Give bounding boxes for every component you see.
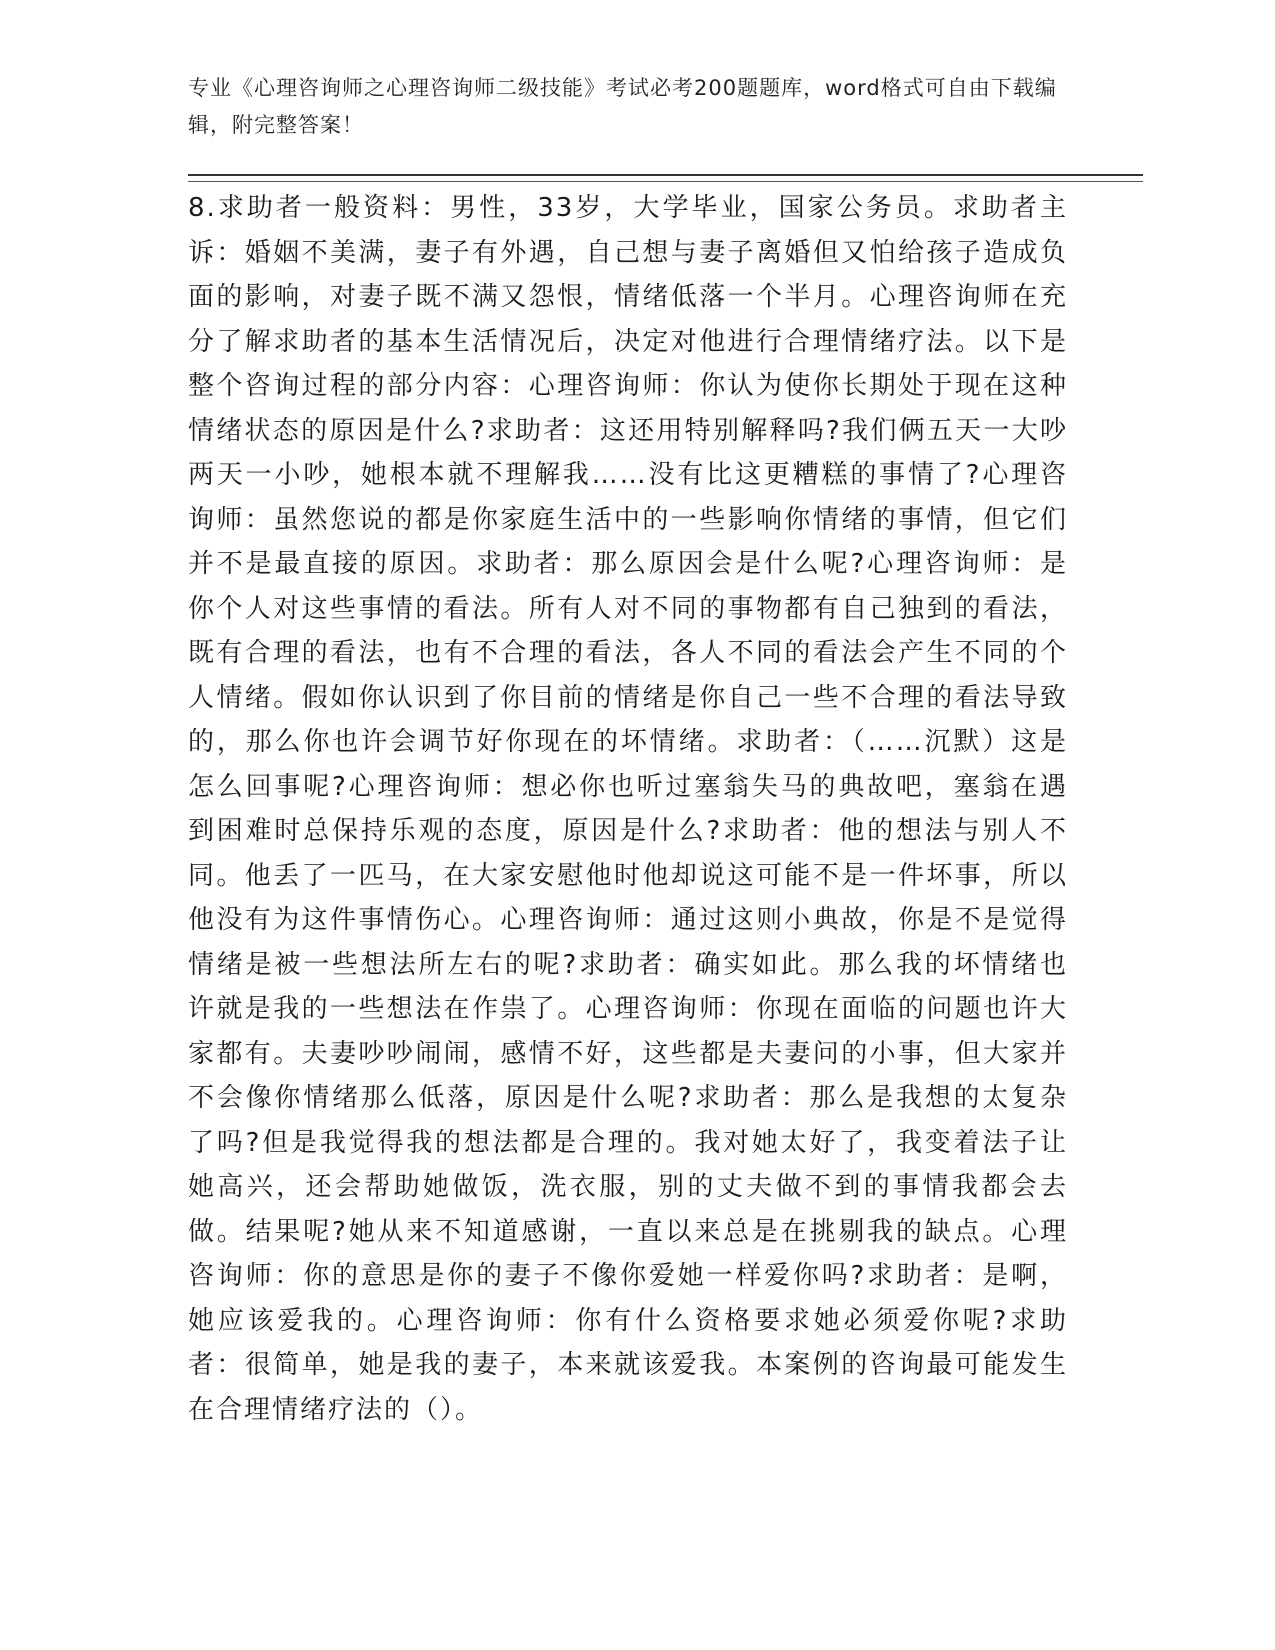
header-divider-thin xyxy=(188,181,1143,182)
question-text: 8.求助者一般资料：男性，33岁，大学毕业，国家公务员。求助者主诉：婚姻不美满，妻子有外遇，自己想与妻子离婚但又怕给孩子造成负面的影响，对妻子既不满又怨恨，情绪低落一个半月。心理咨询师在充分了解求助者的基本生活情况后，决定对他进行合理情绪疗法。以下是整个咨询过程的部分内容：心理咨询师：你认为使你长期处于现在这种情绪状态的原因是什么?求助者：这还用特别解释吗?我们俩五天一大吵两天一小吵，她根本就不理解我……没有比这更糟糕的事情了?心理咨询师：虽然您说的都是你家庭生活中的一些影响你情绪的事情，但它们并不是最直接的原因。求助者：那么原因会是什么呢?心理咨询师：是你个人对这些事情的看法。所有人对不同的事物都有自己独到的看法，既有合理的看法，也有不合理的看法，各人不同的看法会产生不同的个人情绪。假如你认识到了你目前的情绪是你自己一些不合理的看法导致的，那么你也许会调节好你现在的坏情绪。求助者：（……沉默）这是怎么回事呢?心理咨询师：想必你也听过塞翁失马的典故吧，塞翁在遇到困难时总保持乐观的态度，原因是什么?求助者：他的想法与别人不同。他丢了一匹马，在大家安慰他时他却说这可能不是一件坏事，所以他没有为这件事情伤心。心理咨询师：通过这则小典故，你是不是觉得情绪是被一些想法所左右的呢?求助者：确实如此。那么我的坏情绪也许就是我的一些想法在作祟了。心理咨询师：你现在面临的问题也许大家都有。夫妻吵吵闹闹，感情不好，这些都是夫妻问的小事，但大家并不会像你情绪那么低落，原因是什么呢?求助者：那么是我想的太复杂了吗?但是我觉得我的想法都是合理的。我对她太好了，我变着法子让她高兴，还会帮助她做饭，洗衣服，别的丈夫做不到的事情我都会去做。结果呢?她从来不知道感谢，一直以来总是在挑剔我的缺点。心理咨询师：你的意思是你的妻子不像你爱她一样爱你吗?求助者：是啊，她应该爱我的。心理咨询师：你有什么资格要求她必须爱你呢?求助者：很简单，她是我的妻子，本来就该爱我。本案例的咨询最可能发生在合理情绪疗法的（）。 xyxy=(188,193,1068,1425)
header-divider-thick xyxy=(188,174,1143,176)
page-header: 专业《心理咨询师之心理咨询师二级技能》考试必考200题题库，word格式可自由下载编辑，附完整答案！ xyxy=(188,76,1057,137)
